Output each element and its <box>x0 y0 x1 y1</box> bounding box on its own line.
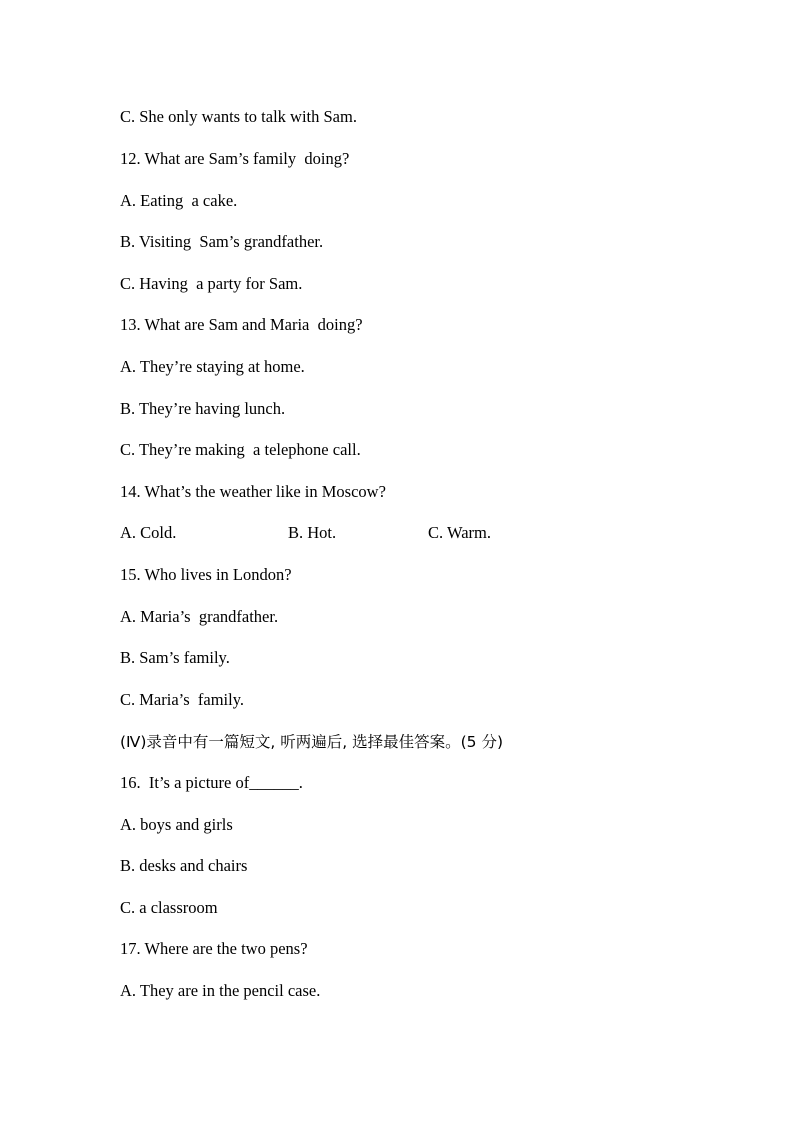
q13-option-a: A. They’re staying at home. <box>120 357 305 376</box>
q15-question: 15. Who lives in London? <box>120 565 292 584</box>
q12-option-b: B. Visiting Sam’s grandfather. <box>120 232 324 251</box>
q14-option-c: C. Warm. <box>428 523 491 542</box>
section-heading: (Ⅳ)录音中有一篇短文, 听两遍后, 选择最佳答案。(5 分) <box>120 733 503 751</box>
q13-question: 13. What are Sam and Maria doing? <box>120 315 363 334</box>
q12-option-c: C. Having a party for Sam. <box>120 274 303 293</box>
q16-option-a: A. boys and girls <box>120 815 233 834</box>
q13-option-b: B. They’re having lunch. <box>120 399 286 418</box>
q14-option-a: A. Cold. <box>120 523 177 542</box>
q16-option-b: B. desks and chairs <box>120 856 248 875</box>
q16-option-c: C. a classroom <box>120 898 218 917</box>
q16-question: 16. It’s a picture of______. <box>120 773 303 792</box>
q15-option-c: C. Maria’s family. <box>120 690 245 709</box>
q12-option-a: A. Eating a cake. <box>120 191 238 210</box>
q15-option-a: A. Maria’s grandfather. <box>120 607 279 626</box>
q11-option-c: C. She only wants to talk with Sam. <box>120 107 357 126</box>
q17-question: 17. Where are the two pens? <box>120 939 308 958</box>
q13-option-c: C. They’re making a telephone call. <box>120 440 361 459</box>
q17-option-a: A. They are in the pencil case. <box>120 981 321 1000</box>
q15-option-b: B. Sam’s family. <box>120 648 230 667</box>
q14-options-row <box>120 523 620 543</box>
q14-question: 14. What’s the weather like in Moscow? <box>120 482 386 501</box>
q12-question: 12. What are Sam’s family doing? <box>120 149 350 168</box>
q14-option-b: B. Hot. <box>288 523 337 542</box>
